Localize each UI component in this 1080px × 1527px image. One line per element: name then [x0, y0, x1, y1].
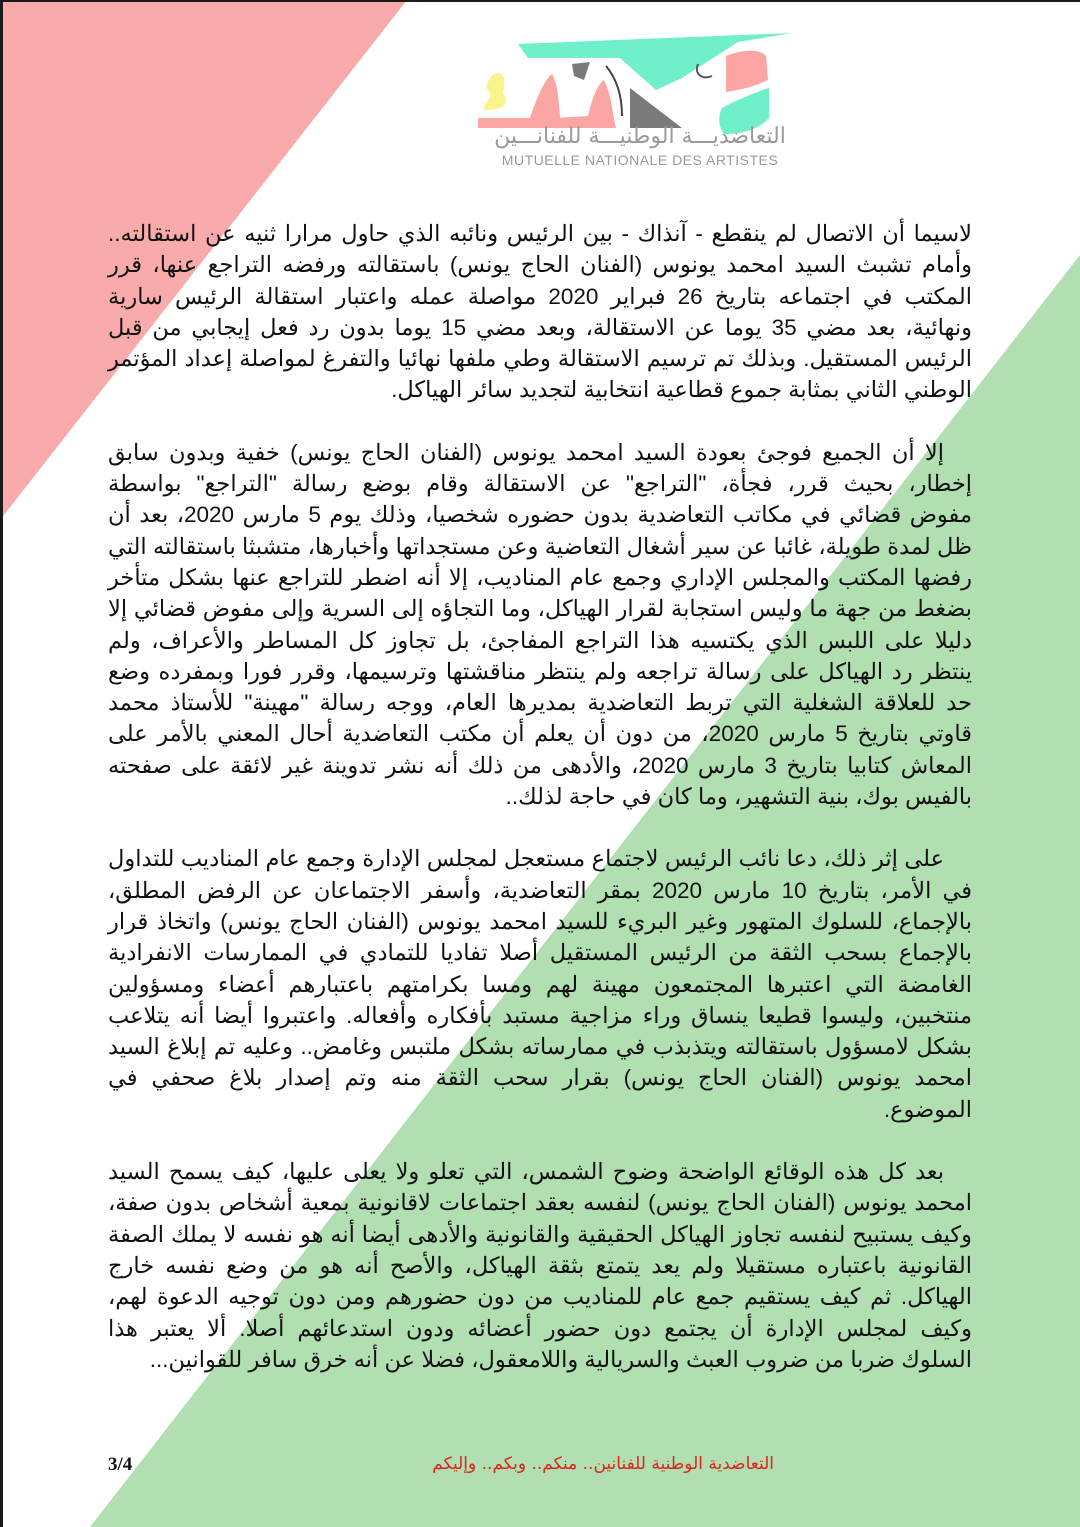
- text-line: لاسيما أن الاتصال لم ينقطع - آنذاك - بين الرئيس ونائبه الذي حاول مرارا ثنيه عن استقالته..: [108, 221, 972, 246]
- text-line: ونهائية، بعد مضي 35 يوما عن الاستقالة، وبعد مضي 15 يوما بدون رد فعل إيجابي من قبل: [108, 314, 972, 340]
- mutuelle-logo-icon: [470, 30, 810, 170]
- text-line: وكيف لمجلس الإدارة أن يجتمع دون حضور أعضائه ودون استدعائهم أصلا. ألا يعتبر هذا: [108, 1315, 972, 1341]
- footer-slogan: التعاضدية الوطنية للفنانين.. منكم.. وبكم.. وإليكم: [432, 1454, 774, 1474]
- text-line: حد للعلاقة الشغلية التي تربط التعاضدية بمديرها العام، ووجه رسالة "مهينة" للأستاذ محمد: [108, 690, 972, 716]
- text-line: الوطني الثاني بمثابة جموع قطاعية انتخابية لتجديد سائر الهياكل.: [391, 377, 972, 403]
- text-line: إلا أن الجميع فوجئ بعودة السيد امحمد يونوس (الفنان الحاج يونس) خفية وبدون سابق: [108, 439, 944, 465]
- paragraph: [108, 437, 972, 813]
- text-line: المكتب في اجتماعه بتاريخ 26 فبراير 2020 مواصلة عمله واعتبار استقالة الرئيس سارية: [108, 283, 972, 309]
- paragraph: [108, 1156, 972, 1375]
- text-line: مفوض قضائي في مكاتب التعاضدية بدون حضوره شخصيا، وذلك يوم 5 مارس 2020، بعد أن: [108, 502, 972, 528]
- text-line: السلوك ضربا من ضروب العبث والسريالية واللامعقول، فضلا عن أنه خرق سافر للقوانين...: [149, 1346, 972, 1372]
- text-line: ينتظر رد الهياكل على رسالة تراجعه ولم ينتظر مناقشتها وترسيمها، وقرر فورا وبمفرده وضع: [108, 658, 972, 684]
- text-line: وأمام تشبث السيد امحمد يونوس (الفنان الحاج يونس) باستقالته ورفضه التراجع عنها، قرر: [108, 252, 972, 278]
- text-line: الرئيس المستقيل. وبذلك تم ترسيم الاستقالة وطي ملفها نهائيا والتفرغ لمواصلة إعداد المؤتمر: [108, 346, 972, 372]
- org-name-arabic: التعاضديـــة الوطنيـــة للفنانـــين: [494, 124, 786, 149]
- text-line: الموضوع.: [883, 1096, 972, 1122]
- text-line: وكيف يستبيح لنفسه تجاوز الهياكل الحقيقية والقانونية والأدهى أيضا أنه هو نفسه لا يملك الصفة: [108, 1221, 972, 1247]
- text-line: بضغط من جهة ما وليس استجابة لقرار الهياكل، وما التجاؤه إلى السرية وإلى مفوض قضائي إلا: [108, 596, 972, 622]
- paragraph: [108, 843, 972, 1125]
- text-line: رفضها المكتب والمجلس الإداري وجمع عام المناديب، إلا أنه اضطر للتراجع عنها بشكل متأخر: [108, 564, 972, 590]
- text-line: بعد كل هذه الوقائع الواضحة وضوح الشمس، التي تعلو ولا يعلى عليها، كيف يسمح السيد: [108, 1159, 944, 1185]
- text-line: بشكل لامسؤول باستقالته ويتذبذب في ممارساته بشكل ملتبس وغامض.. وعليه تم إبلاغ السيد: [108, 1034, 972, 1060]
- text-line: امحمد يونوس (الفنان الحاج يونس) بقرار سحب الثقة منه وتم إصدار بلاغ صحفي في: [108, 1065, 972, 1091]
- text-line: إخطار، بحيث قرر، فجأة، "التراجع" عن الاستقالة وقام بوضع رسالة "التراجع" بواسطة: [108, 471, 972, 497]
- paragraph: [108, 218, 972, 406]
- text-line: دليلا على اللبس الذي يكتسيه هذا التراجع المفاجئ، بل تجاوز كل المساطر والأعراف، ولم: [108, 627, 972, 653]
- text-line: الغامضة التي اعتبرها المجتمعون مهينة لهم ومسا بكرامتهم باعتبارهم أعضاء ومسؤولين: [108, 971, 972, 997]
- text-line: بالإجماع، للسلوك المتهور وغير البريء للسيد امحمد يونوس (الفنان الحاج يونس) واتخاذ قرار: [108, 908, 972, 934]
- text-line: بالإجماع بسحب الثقة من الرئيس المستقيل أصلا تفاديا للتمادي في الممارسات الانفرادية: [108, 940, 972, 966]
- page-border-left: [0, 0, 3, 1527]
- text-line: ظل لمدة طويلة، غائبا عن سير أشغال التعاضية وعن مستجداتها وأخبارها، متشبثا باستقالته التي: [108, 533, 972, 559]
- text-line: الهياكل. ثم كيف يستقيم جمع عام للمناديب من دون حضورهم ومن دون توجيه الدعوة لهم،: [108, 1284, 972, 1310]
- page-number: 3/4: [108, 1454, 133, 1475]
- text-line: المعاش كتابيا بتاريخ 3 مارس 2020، والأدهى من ذلك أنه نشر تدوينة غير لائقة على صفحته: [108, 752, 972, 778]
- text-line: قاوتي بتاريخ 5 مارس 2020، من دون أن يعلم أن مكتب التعاضدية أحال المعني بالأمر على: [108, 721, 972, 747]
- text-line: على إثر ذلك، دعا نائب الرئيس لاجتماع مستعجل لمجلس الإدارة وجمع عام المناديب للتداول: [108, 846, 944, 872]
- text-line: منتخبين، وليسوا قطيعا ينساق وراء مزاجية مستبد بأفكاره وأفعاله. واعتبروا أيضا أنه يتلاعب: [108, 1002, 972, 1028]
- text-line: في الأمر، بتاريخ 10 مارس 2020 بمقر التعاضدية، وأسفر الاجتماعان عن الرفض المطلق،: [108, 877, 972, 903]
- org-name-french: MUTUELLE NATIONALE DES ARTISTES: [501, 152, 779, 168]
- text-line: القانونية باعتباره مستقيلا ولم يعد يتمتع بثقة الهياكل، والأصح أنه هو من وضع نفسه خارج: [108, 1252, 972, 1278]
- page-border-top: [0, 0, 1080, 2]
- text-line: امحمد يونوس (الفنان الحاج يونس) لنفسه بعقد اجتماعات لاقانونية بمعية أشخاص بدون صفة،: [108, 1190, 972, 1216]
- document-body: [108, 218, 972, 1406]
- text-line: بالفيس بوك، بنية التشهير، وما كان في حاجة لذلك..: [505, 784, 972, 810]
